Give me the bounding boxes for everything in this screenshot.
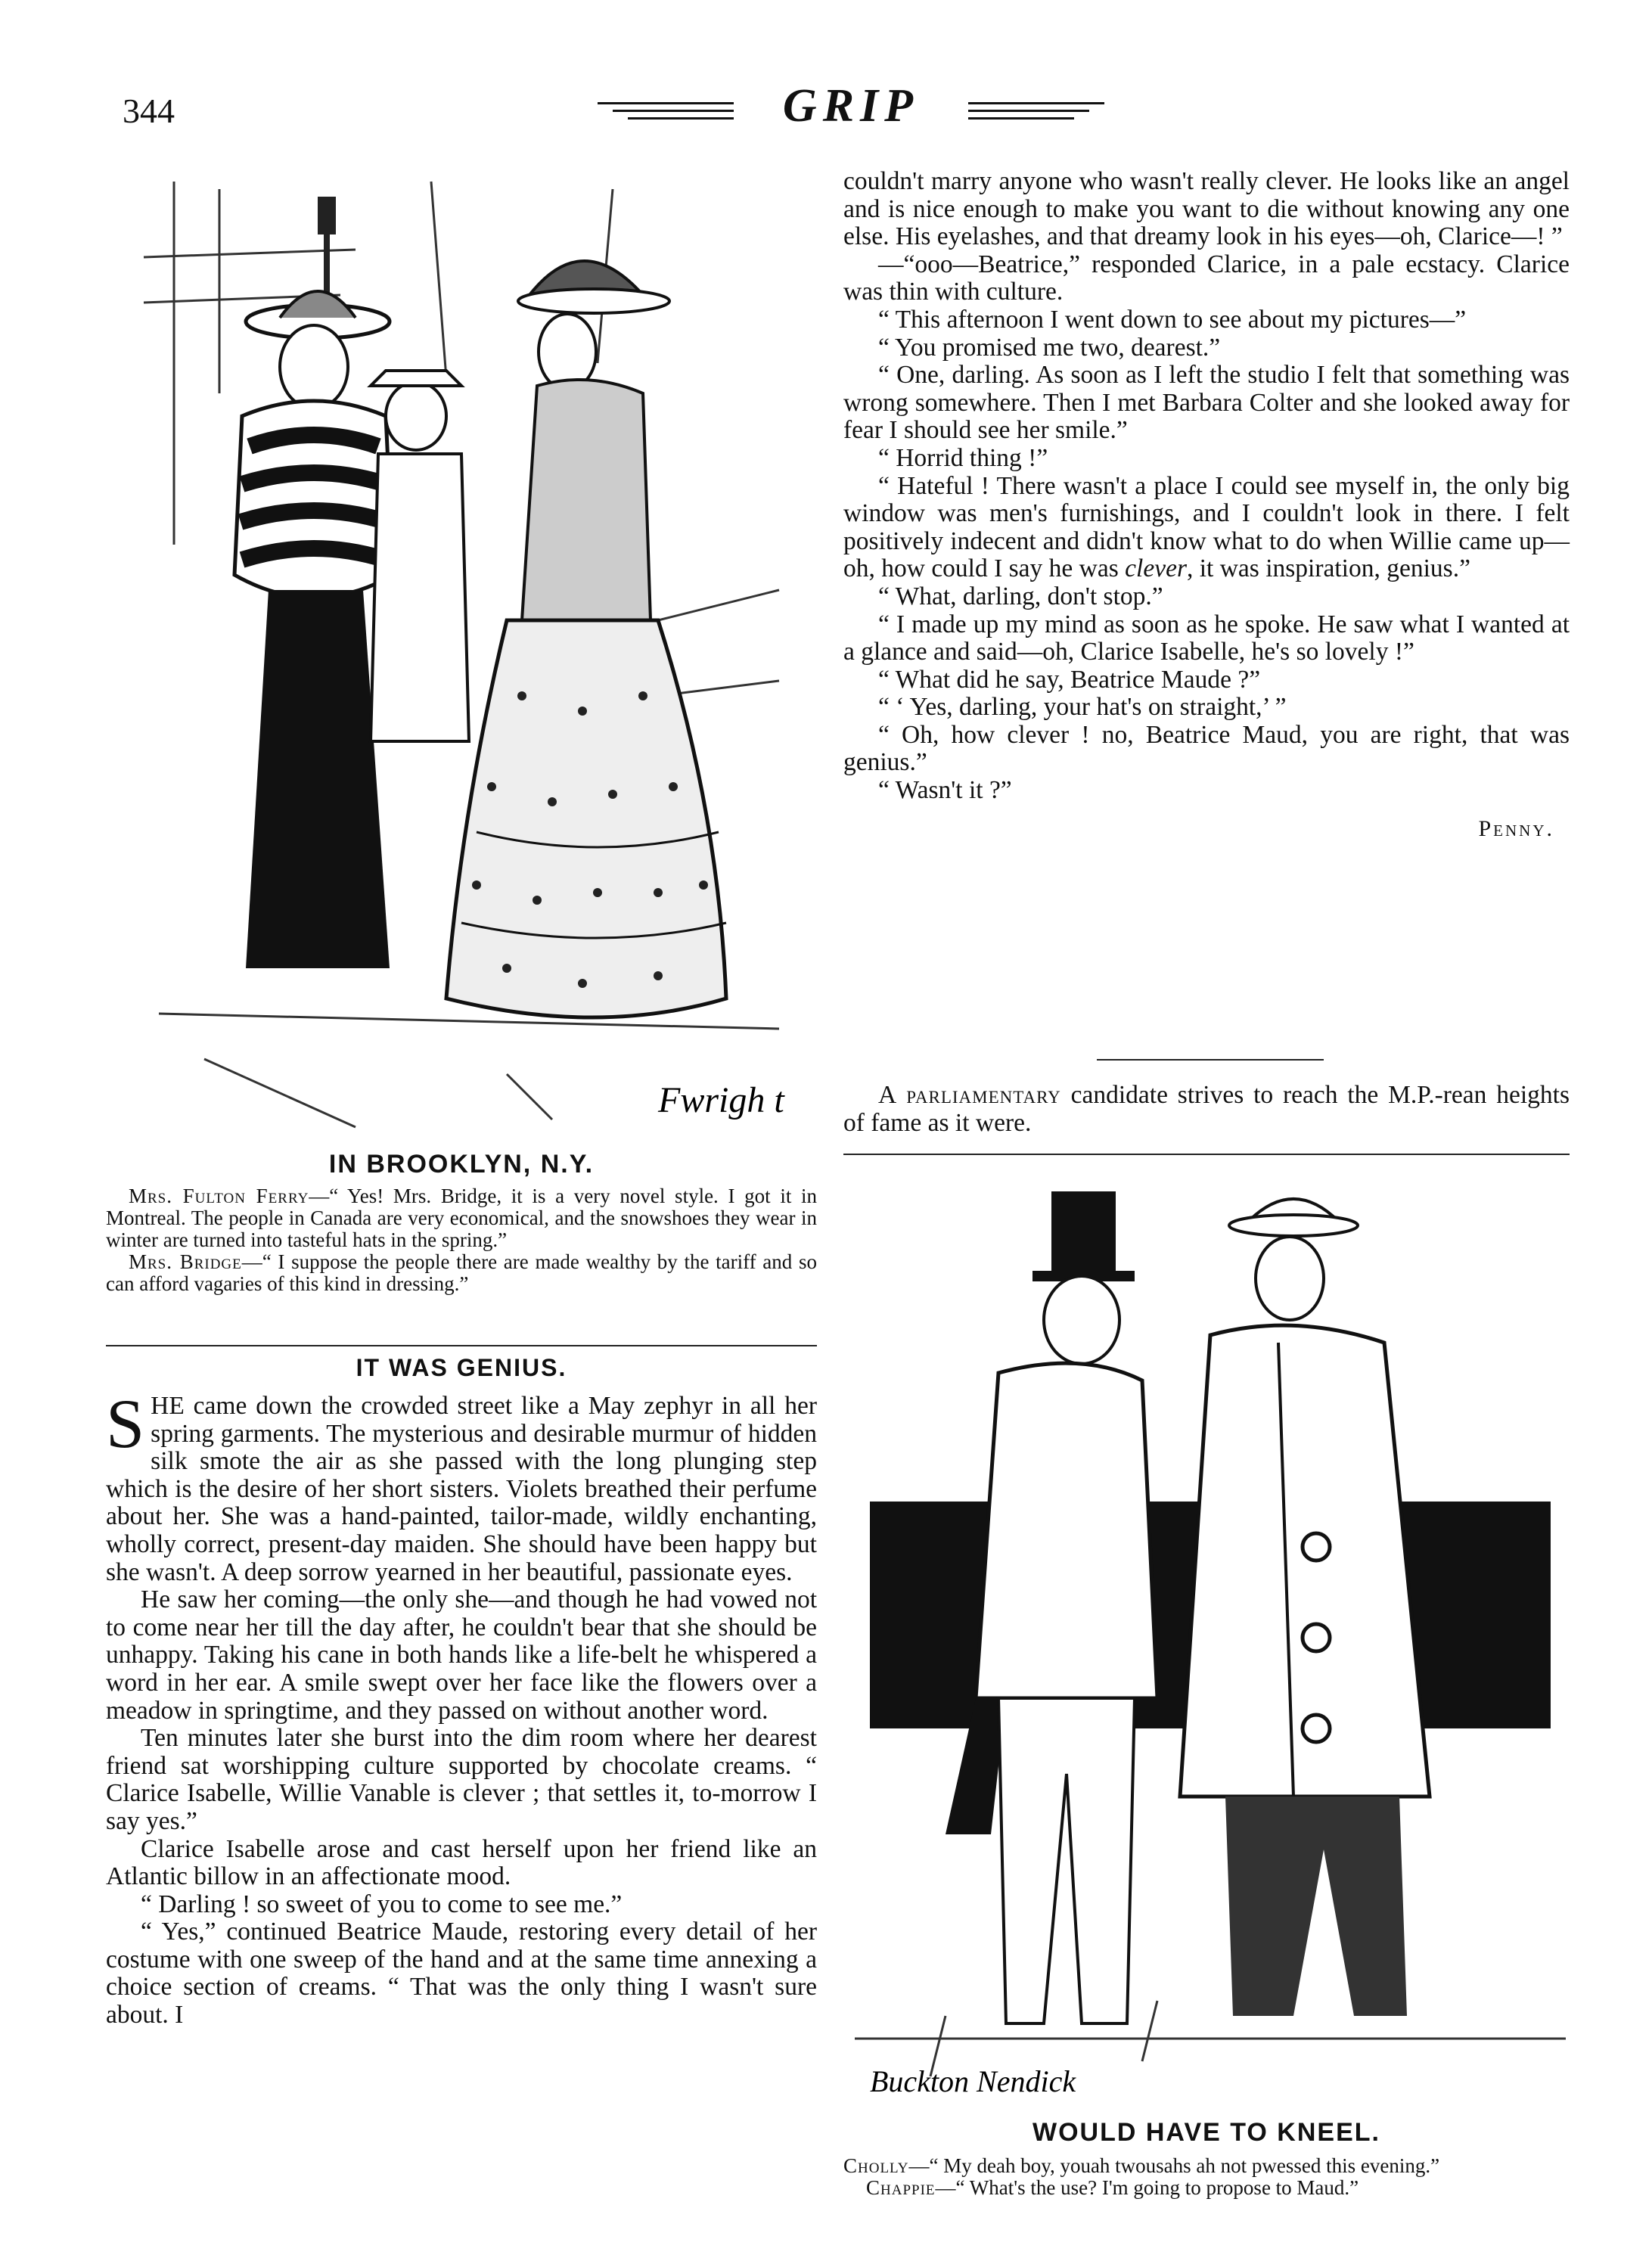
cartoon1-caption: [106, 1150, 817, 1295]
story-paragraph: “ What did he say, Beatrice Maude ?”: [878, 665, 1261, 694]
story-paragraph: “ This afternoon I went down to see about my pictures—”: [878, 305, 1467, 334]
story-paragraph: “ ‘ Yes, darling, your hat's on straight,’ ”: [878, 693, 1287, 722]
cartoon1-speaker2: Mrs. Bridge: [129, 1250, 242, 1273]
kneel-cartoon-illustration: [855, 1169, 1566, 2107]
story-title: IT WAS GENIUS.: [356, 1354, 567, 1381]
masthead-title: GRIP: [782, 80, 920, 132]
squib: [843, 1082, 1570, 1137]
emphasis-text: clever: [1125, 554, 1187, 583]
story-paragraph: HE came down the crowded street like a May zephyr in all her spring garments. The mysterious and desirable murmur of hidden silk smote the air as she passed with the long plunging step which is the desire of her short sisters. Violets breathed their perfume about her. She was a hand-painted, tailor-made, wildly enchanting, wholly correct, present-day maiden. She should have been happy but she wasn't. A deep sorrow yearned in her beautiful, passionate eyes.: [106, 1392, 817, 1586]
story-paragraph: couldn't marry anyone who wasn't really clever. He looks like an angel and is nice enough to make you want to die without knowing any one else. His eyelashes, and that dreamy look in his eyes—oh, Clarice—! ”: [843, 167, 1570, 251]
cartoon2-speaker2: Chappie: [866, 2176, 936, 2199]
cartoon1-line2: —“ I suppose the people there are made wealthy by the tariff and so can afford vagaries of this kind in dressing.”: [106, 1250, 817, 1295]
page-number: 344: [123, 92, 175, 130]
cartoon1-title: IN BROOKLYN, N.Y.: [328, 1150, 595, 1179]
story-paragraph: “ Oh, how clever ! no, Beatrice Maud, you are right, that was genius.”: [843, 720, 1570, 777]
story-paragraph: [843, 473, 1570, 583]
story-paragraph: He saw her coming—the only she—and though he had vowed not to come near her till the day after, he couldn't bear that she should be unhappy. Taking his cane in both hands like a life-belt he whispered a word in her ear. A smile swept over her face like the flowers over a meadow in springtime, and they passed on without another word.: [106, 1585, 817, 1725]
cartoon1-speaker1: Mrs. Fulton Ferry: [129, 1185, 309, 1207]
squib-lead: A parliamentary: [878, 1081, 1061, 1109]
story-paragraph: “ Wasn't it ?”: [878, 776, 1012, 805]
story-paragraph: “ One, darling. As soon as I left the studio I felt that something was wrong somewhere. Then I met Barbara Colter and she looked away for fear I should see her smile.”: [843, 361, 1570, 445]
divider: [843, 1154, 1570, 1155]
story-paragraph: “ Horrid thing !”: [878, 443, 1048, 472]
cartoon1-signature: Fwrigh t: [658, 1080, 784, 1120]
story-text: “ Hateful ! There wasn't a place I could see myself in, the only big window was men's furnishings, and I couldn't look in there. I felt positively indecent and didn't know what to do when Willie came up—oh, how could I say he was: [843, 471, 1570, 583]
story-author: Penny.: [1478, 815, 1554, 841]
story-paragraph: “ Darling ! so sweet of you to come to see me.”: [141, 1890, 623, 1918]
drop-cap: S: [106, 1385, 145, 1462]
brooklyn-cartoon-illustration: [129, 166, 794, 1135]
cartoon2-speaker1: Cholly: [843, 2154, 909, 2177]
story-paragraph: Ten minutes later she burst into the dim room where her dearest friend sat worshipping culture supported by chocolate creams. “ Clarice Isabelle, Willie Vanable is clever ; that settles it, to-morrow I say yes.”: [106, 1724, 817, 1835]
story-paragraph: —“ooo—Beatrice,” responded Clarice, in a pale ecstacy. Clarice was thin with culture.: [843, 250, 1570, 306]
story-paragraph: “ You promised me two, dearest.”: [878, 333, 1221, 362]
squib-text: candidate strives to reach the M.P.-rean heights of fame as it were.: [843, 1081, 1570, 1137]
story-paragraph: “ What, darling, don't stop.”: [878, 582, 1163, 610]
divider: [106, 1345, 817, 1346]
cartoon2-caption: [843, 2118, 1570, 2199]
story-paragraph: “ Yes,” continued Beatrice Maude, restoring every detail of her costume with one sweep of the hand and at the same time annexing a choice section of creams. “ That was the only thing I wasn't sure about. I: [106, 1918, 817, 2030]
story-left-column: [106, 1354, 817, 2030]
masthead: [598, 79, 1104, 140]
story-text: , it was inspiration, genius.”: [1186, 554, 1470, 583]
cartoon1-line1: —“ Yes! Mrs. Bridge, it is a very novel style. I got it in Montreal. The people in Canada are very economical, and the snowshoes they wear in winter are turned into tasteful hats in the spring.”: [106, 1185, 817, 1251]
cartoon2-title: WOULD HAVE TO KNEEL.: [1032, 2118, 1380, 2147]
story-paragraph: “ I made up my mind as soon as he spoke. He saw what I wanted at a glance and said—oh, Clarice Isabelle, he's so lovely !”: [843, 610, 1570, 666]
cartoon2-signature: Buckton Nendick: [870, 2064, 1076, 2098]
cartoon2-line2: —“ What's the use? I'm going to propose to Maud.”: [935, 2176, 1359, 2199]
story-right-column: [843, 168, 1570, 843]
divider: [1097, 1059, 1324, 1061]
cartoon2-line1: —“ My deah boy, youah twousahs ah not pwessed this evening.”: [908, 2154, 1440, 2177]
story-paragraph: Clarice Isabelle arose and cast herself upon her friend like an Atlantic billow in an affectionate mood.: [106, 1834, 817, 1891]
